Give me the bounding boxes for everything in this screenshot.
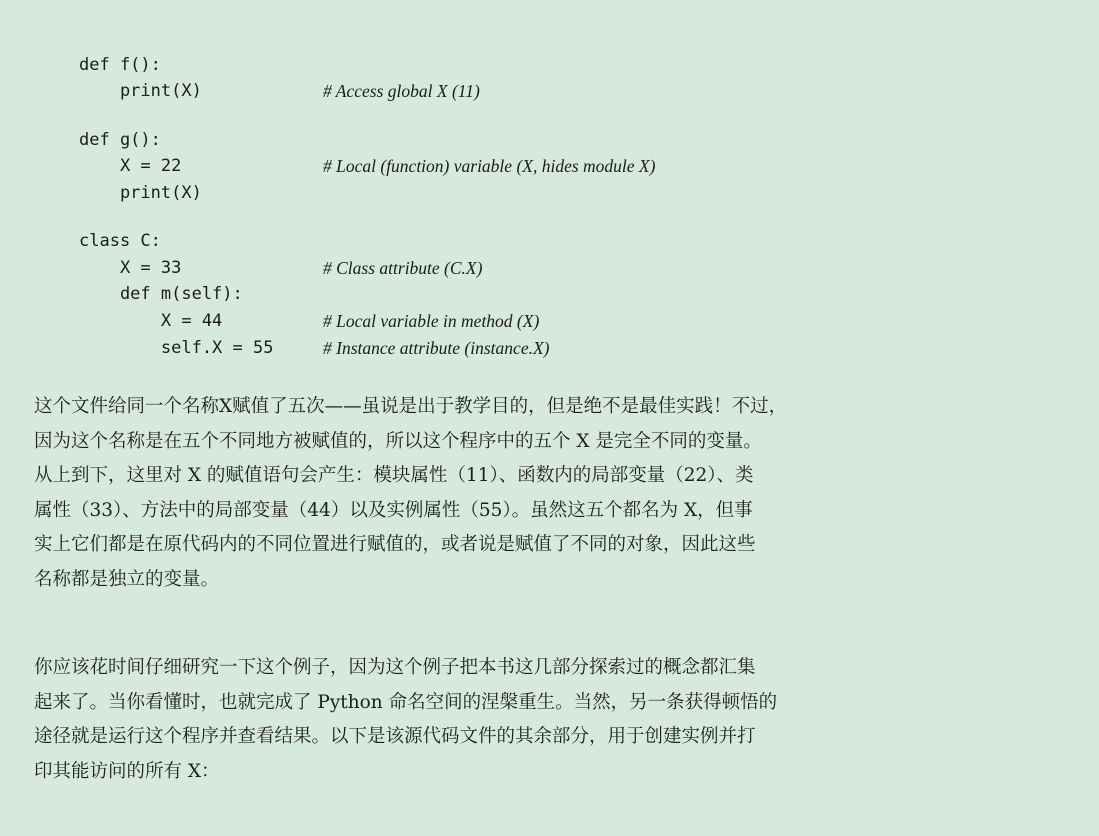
code-line xyxy=(0,153,1099,179)
paragraph-line: 属性（33）、方法中的局部变量（44）以及实例属性（55）。虽然这五个都名为 X，但事 xyxy=(34,499,753,521)
code-text: print(X) xyxy=(79,81,202,101)
body-paragraph xyxy=(34,390,1074,597)
paragraph-line: 因为这个名称是在五个不同地方被赋值的，所以这个程序中的五个 X 是完全不同的变量。 xyxy=(34,430,762,452)
code-text: print(X) xyxy=(79,183,202,203)
code-comment: # Access global X (11) xyxy=(323,81,480,101)
code-text: self.X = 55 xyxy=(79,338,274,358)
code-text: X = 22 xyxy=(79,156,182,176)
code-line xyxy=(0,180,1099,206)
code-text: def m(self): xyxy=(79,284,243,304)
code-line xyxy=(0,255,1099,281)
paragraph-line: 从上到下，这里对 X 的赋值语句会产生：模块属性（11）、函数内的局部变量（22）、类 xyxy=(34,465,754,486)
paragraph-line: 这个文件给同一个名称X赋值了五次——虽说是出于教学目的，但是绝不是最佳实践！不过， xyxy=(34,396,788,417)
code-comment: # Class attribute (C.X) xyxy=(323,258,483,278)
paragraph-line: 途径就是运行这个程序并查看结果。以下是该源代码文件的其余部分，用于创建实例并打 xyxy=(34,726,756,747)
code-text: class C: xyxy=(79,231,161,251)
code-text: X = 33 xyxy=(79,258,182,278)
paragraph-line: 实上它们都是在原代码内的不同位置进行赋值的，或者说是赋值了不同的对象，因此这些 xyxy=(34,534,756,555)
code-line xyxy=(0,335,1099,361)
code-text: def g(): xyxy=(79,130,161,150)
paragraph-line: 你应该花时间仔细研究一下这个例子，因为这个例子把本书这几部分探索过的概念都汇集 xyxy=(34,657,756,678)
code-line xyxy=(0,127,1099,153)
code-comment: # Instance attribute (instance.X) xyxy=(323,338,550,358)
paragraph-line: 印其能访问的所有 X： xyxy=(34,760,220,782)
code-line xyxy=(0,78,1099,104)
code-comment: # Local (function) variable (X, hides module X) xyxy=(323,156,656,176)
body-paragraph xyxy=(34,651,1074,789)
code-line xyxy=(0,52,1099,78)
code-line xyxy=(0,281,1099,307)
code-text: X = 44 xyxy=(79,311,223,331)
code-line xyxy=(0,308,1099,334)
paragraph-line: 名称都是独立的变量。 xyxy=(34,568,220,590)
code-comment: # Local variable in method (X) xyxy=(323,311,540,331)
code-line xyxy=(0,228,1099,254)
code-text: def f(): xyxy=(79,55,161,75)
paragraph-line: 起来了。当你看懂时，也就完成了 Python 命名空间的涅槃重生。当然，另一条获得顿悟的 xyxy=(34,691,778,713)
